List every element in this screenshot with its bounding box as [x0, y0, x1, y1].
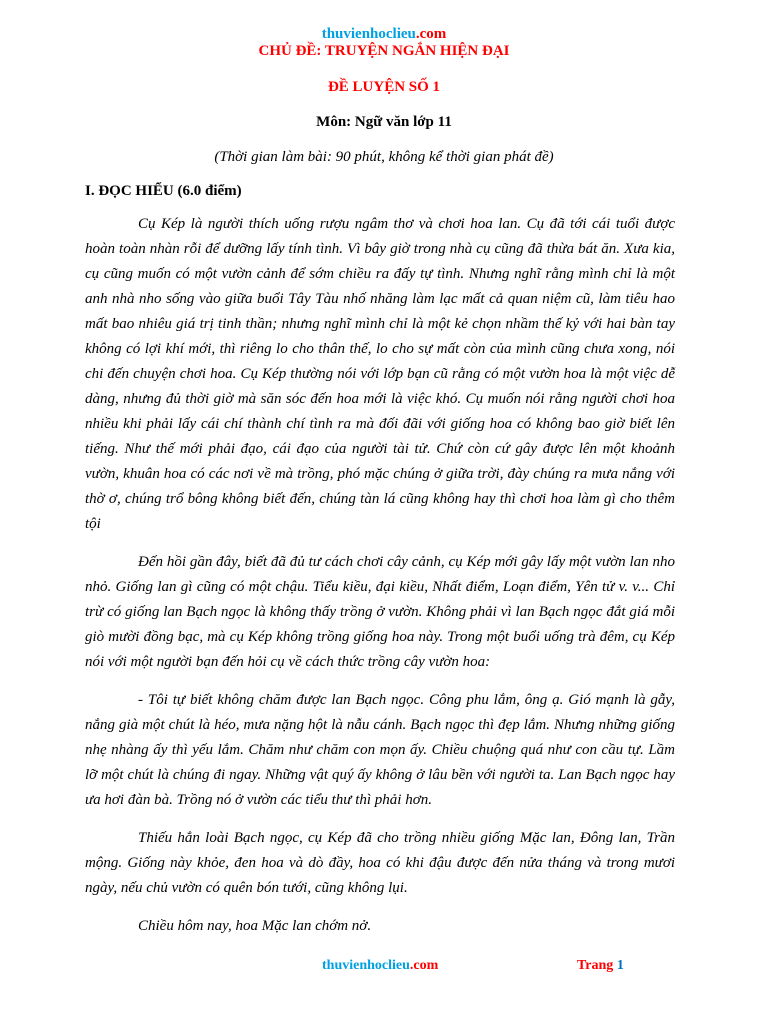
site-name: thuvienhoclieu: [321, 26, 416, 42]
footer-site: [322, 957, 438, 975]
topic-title: CHỦ ĐỀ: TRUYỆN NGẮN HIỆN ĐẠI: [258, 43, 510, 59]
section-heading: I. ĐỌC HIỂU (6.0 điểm): [85, 183, 242, 199]
page-number: 1: [616, 958, 624, 973]
footer-site-tld: .com: [409, 958, 439, 973]
passage-paragraph-4: Thiếu hẳn loài Bạch ngọc, cụ Kép đã cho trồng nhiều giống Mặc lan, Đông lan, Trần mộng. Giống này khỏe, đen hoa và dò đầy, hoa có khi đậu được đến nửa tháng và trong mươi ngày, nếu chủ vườn có quên bón tưới, cũng không lụi.: [85, 830, 675, 896]
site-header: [0, 25, 768, 43]
footer-site-name: thuvienhoclieu: [322, 958, 410, 973]
page-footer: [0, 957, 768, 975]
exam-title: ĐỀ LUYỆN SỐ 1: [327, 79, 441, 95]
site-tld: .com: [415, 26, 447, 42]
passage-paragraph-1: Cụ Kép là người thích uống rượu ngâm thơ và chơi hoa lan. Cụ đã tới cái tuổi được hoàn toàn nhàn rỗi để dưỡng lấy tính tình. Vì bây giờ trong nhà cụ cũng đã thừa bát ăn. Xưa kia, cụ cũng muốn có một vườn cảnh để sớm chiều ra đấy tự tình. Nhưng nghĩ rằng mình chỉ là một anh nhà nho sống vào giữa buổi Tây Tàu nhố nhăng làm lạc mất cả quan niệm cũ, làm tiêu hao mất bao nhiêu giá trị tinh thần; nhưng nghĩ mình chỉ là một kẻ chọn nhầm thế kỷ với hai bàn tay không có lợi khí mới, thì riêng lo cho thân thế, lo cho sự mất còn của mình cũng chưa xong, nói chi đến chuyện chơi hoa. Cụ Kép thường nói với lớp bạn cũ rằng có một vườn hoa là một việc dễ dàng, nhưng đủ thời giờ mà săn sóc đến hoa mới là việc khó. Cụ muốn nói rằng người chơi hoa nhiều khi phải lấy cái chí thành chí tình ra mà đối đãi với giống hoa có không bao giờ biết lên tiếng. Như thế mới phải đạo, cái đạo của người tài tử. Chứ còn cứ gây được lên một khoảnh vườn, khuân hoa có các nơi về mà trồng, phó mặc chúng ở giữa trời, đày chúng ra mưa nắng với thờ ơ, chúng trổ bông không biết đến, chúng tàn lá cũng không hay thì chơi hoa làm gì cho thêm tội: [85, 216, 675, 532]
page-indicator: [577, 957, 624, 975]
passage-paragraph-5: Chiều hôm nay, hoa Mặc lan chớm nở.: [138, 918, 372, 934]
subject-line: Môn: Ngữ văn lớp 11: [316, 114, 452, 130]
page-label: Trang: [577, 958, 614, 973]
reading-passage: [85, 212, 675, 952]
passage-paragraph-2: Đến hồi gần đây, biết đã đủ tư cách chơi cây cảnh, cụ Kép mới gây lấy một vườn lan nho nhỏ. Giống lan gì cũng có một chậu. Tiểu kiều, đại kiều, Nhất điểm, Loạn điểm, Yên tử v. v... Chỉ trừ có giống lan Bạch ngọc là không thấy trồng ở vườn. Không phải vì lan Bạch ngọc đắt giá mỗi giò mười đồng bạc, mà cụ Kép không trồng giống hoa này. Trong một buổi uống trà đêm, cụ Kép nói với một người bạn đến hỏi cụ về cách thức trồng cây vườn hoa:: [85, 554, 675, 670]
time-note: (Thời gian làm bài: 90 phút, không kể thời gian phát đề): [214, 149, 554, 165]
passage-paragraph-3: - Tôi tự biết không chăm được lan Bạch ngọc. Công phu lắm, ông ạ. Gió mạnh là gẫy, nắng già một chút là héo, mưa nặng hột là nẫu cánh. Bạch ngọc thì đẹp lắm. Nhưng những giống nhẹ nhàng ấy thì yếu lắm. Chăm như chăm con mọn ấy. Chiều chuộng quá như con cầu tự. Lầm lỡ một chút là chúng đi ngay. Những vật quý ấy không ở lâu bền với người ta. Lan Bạch ngọc hay ưa hơi đàn bà. Trồng nó ở vườn các tiểu thư thì phải hơn.: [85, 692, 675, 808]
